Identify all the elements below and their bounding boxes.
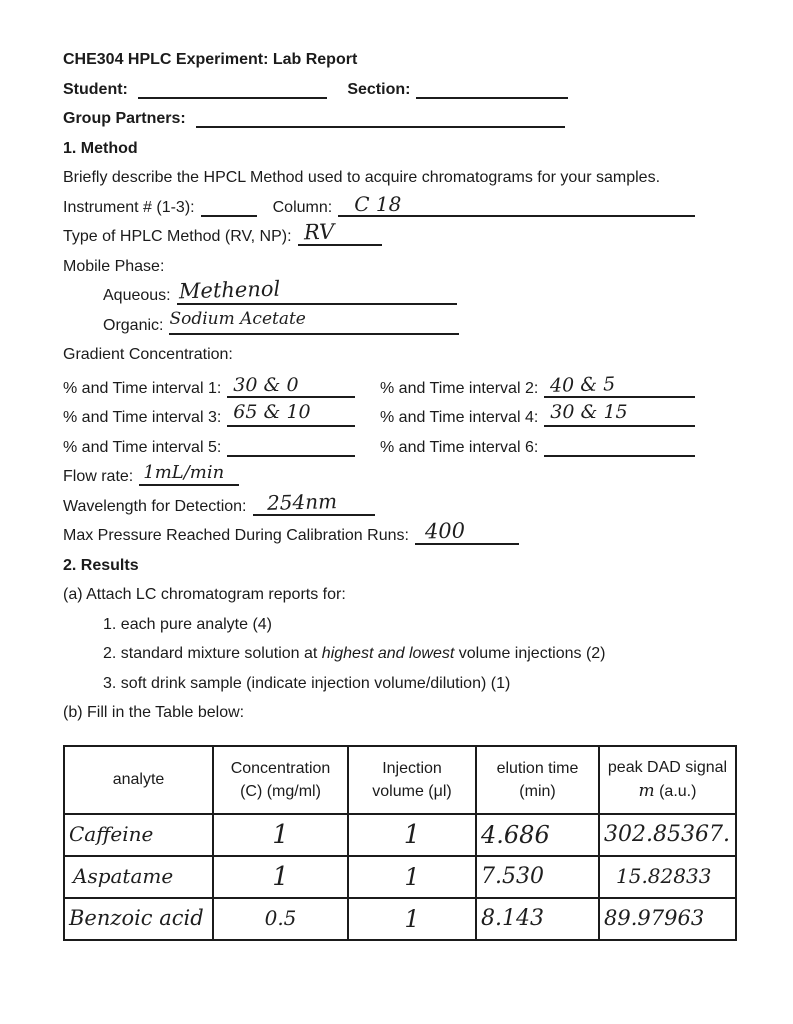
attach-item-1: [63, 604, 737, 634]
dad-cell: [599, 898, 736, 940]
interval-4-field: [544, 401, 695, 427]
aqueous-row: [63, 276, 737, 306]
injection-cell: [348, 814, 476, 856]
concentration-value: 1: [272, 862, 289, 892]
column-field: [338, 191, 695, 217]
analyte-value: Benzoic acid: [69, 906, 204, 930]
interval-2-value: 40 & 5: [550, 372, 616, 397]
student-label: Student:: [63, 80, 133, 98]
interval-5-label: % and Time interval 5:: [63, 438, 222, 456]
aqueous-value: Methenol: [178, 276, 281, 304]
injection-cell: [348, 898, 476, 940]
attach-item-2-pre: standard mixture solution at: [120, 645, 322, 662]
attach-item-2: [63, 634, 737, 664]
results-table: [63, 745, 737, 941]
header-analyte: analyte: [64, 746, 213, 814]
elution-value: 4.686: [481, 820, 550, 849]
elution-value: 7.530: [481, 864, 544, 889]
attach-item-3: [63, 663, 737, 693]
hplc-type-label: Type of HPLC Method (RV, NP):: [63, 228, 292, 245]
attach-item-3-num: 3.: [103, 674, 121, 692]
aqueous-field: [177, 276, 457, 305]
table-row-caffeine: [64, 814, 736, 856]
interval-3-value: 65 & 10: [233, 401, 311, 423]
flow-rate-label: Flow rate:: [63, 468, 134, 485]
interval-4-value: 30 & 15: [550, 401, 628, 423]
elution-cell: [476, 814, 599, 856]
method-heading-row: [63, 128, 737, 158]
attach-item-2-italic: highest and lowest: [321, 645, 455, 662]
interval-4-label: % and Time interval 4:: [380, 409, 539, 426]
attach-item-1-num: 1.: [103, 615, 121, 633]
flow-rate-field: [139, 464, 239, 486]
wavelength-field: [253, 488, 375, 516]
interval-row-3-4: [63, 398, 695, 428]
method-intro: Briefly describe the HPCL Method used to acquire chromatograms for your samples.: [63, 169, 661, 186]
mobile-phase-row: [63, 246, 737, 276]
elution-cell: [476, 898, 599, 940]
header-concentration: Concentration (C) (mg/ml): [213, 746, 348, 814]
fill-table-label: (b) Fill in the Table below:: [63, 704, 245, 721]
injection-value: 1: [403, 820, 421, 850]
analyte-value: Caffeine: [69, 822, 154, 846]
interval-row-1-2: [63, 368, 695, 398]
flow-rate-value: 1mL/min: [143, 462, 225, 483]
dad-value: 302.85367.: [604, 822, 730, 847]
group-partners-field: [196, 106, 565, 128]
interval-3-field: [227, 401, 355, 427]
table-row-benzoic-acid: [64, 898, 736, 940]
column-label: Column:: [272, 198, 333, 216]
header-row: [64, 746, 736, 814]
concentration-value: 1: [272, 820, 289, 850]
attach-item-3-text: soft drink sample (indicate injection volume/dilution) (1): [120, 674, 511, 692]
interval-1-value: 30 & 0: [233, 373, 299, 396]
group-partners-label: Group Partners:: [63, 110, 191, 127]
interval-6-label: % and Time interval 6:: [380, 438, 539, 456]
gradient-label: Gradient Concentration:: [63, 346, 233, 363]
header-elution: elution time (min): [476, 746, 599, 814]
max-pressure-label: Max Pressure Reached During Calibration Runs:: [63, 527, 409, 544]
header-injection: Injection volume (μl): [348, 746, 476, 814]
injection-value: 1: [404, 862, 420, 891]
analyte-value: Aspatame: [73, 864, 174, 888]
section-label: Section:: [347, 80, 411, 98]
concentration-value: 0.5: [264, 906, 297, 930]
student-section-row: [63, 69, 568, 99]
method-heading: 1. Method: [63, 139, 138, 157]
instrument-column-row: [63, 187, 695, 217]
dad-value: 89.97963: [604, 906, 705, 930]
group-partners-row: [63, 99, 565, 129]
attach-row: [63, 575, 737, 605]
results-heading: 2. Results: [63, 556, 139, 574]
interval-5-field: [227, 435, 355, 457]
mobile-phase-label: Mobile Phase:: [63, 257, 165, 275]
attach-item-2-num: 2.: [103, 645, 121, 662]
hplc-type-field: [298, 219, 382, 246]
max-pressure-value: 400: [424, 518, 466, 544]
dad-value: 15.82833: [616, 864, 712, 888]
student-field: [138, 77, 327, 99]
max-pressure-row: [63, 516, 737, 546]
column-value: C 18: [354, 191, 402, 216]
wavelength-label: Wavelength for Detection:: [63, 497, 247, 515]
results-heading-row: [63, 545, 737, 575]
analyte-cell: [64, 814, 213, 856]
interval-2-label: % and Time interval 2:: [380, 379, 539, 397]
organic-field: [169, 308, 459, 335]
section-field: [416, 77, 568, 99]
dad-cell: [599, 814, 736, 856]
analyte-cell: [64, 898, 213, 940]
flow-rate-row: [63, 457, 737, 487]
wavelength-row: [63, 486, 737, 516]
method-intro-row: [63, 158, 737, 188]
hplc-type-row: [63, 217, 737, 247]
interval-3-label: % and Time interval 3:: [63, 409, 222, 426]
dad-cell: [599, 856, 736, 898]
aqueous-label: Aqueous:: [103, 287, 171, 304]
elution-value: 8.143: [481, 906, 544, 931]
instrument-field: [201, 195, 257, 217]
gradient-heading-row: [63, 335, 737, 365]
concentration-cell: [213, 856, 348, 898]
max-pressure-field: [415, 518, 519, 545]
attach-item-2-post: volume injections (2): [454, 645, 606, 662]
organic-label: Organic:: [103, 316, 164, 334]
hplc-type-value: RV: [303, 219, 335, 245]
wavelength-value: 254nm: [266, 488, 337, 515]
injection-cell: [348, 856, 476, 898]
attach-item-1-text: each pure analyte (4): [120, 615, 272, 633]
fill-table-row: [63, 693, 737, 723]
header-dad: peak DAD signal m (a.u.): [599, 746, 736, 814]
page-title: CHE304 HPLC Experiment: Lab Report: [63, 51, 358, 68]
attach-label: (a) Attach LC chromatogram reports for:: [63, 586, 346, 603]
injection-value: 1: [404, 904, 420, 933]
concentration-cell: [213, 898, 348, 940]
concentration-cell: [213, 814, 348, 856]
instrument-label: Instrument # (1-3):: [63, 198, 195, 216]
interval-1-field: [227, 373, 355, 398]
title-row: [63, 47, 737, 69]
table-row-aspartame: [64, 856, 736, 898]
interval-row-5-6: [63, 427, 695, 457]
m-symbol: m: [638, 781, 655, 802]
interval-2-field: [544, 372, 695, 398]
analyte-cell: [64, 856, 213, 898]
interval-6-field: [544, 435, 695, 457]
elution-cell: [476, 856, 599, 898]
interval-1-label: % and Time interval 1:: [63, 379, 222, 397]
organic-row: [63, 305, 737, 335]
organic-value: Sodium Acetate: [169, 308, 306, 329]
